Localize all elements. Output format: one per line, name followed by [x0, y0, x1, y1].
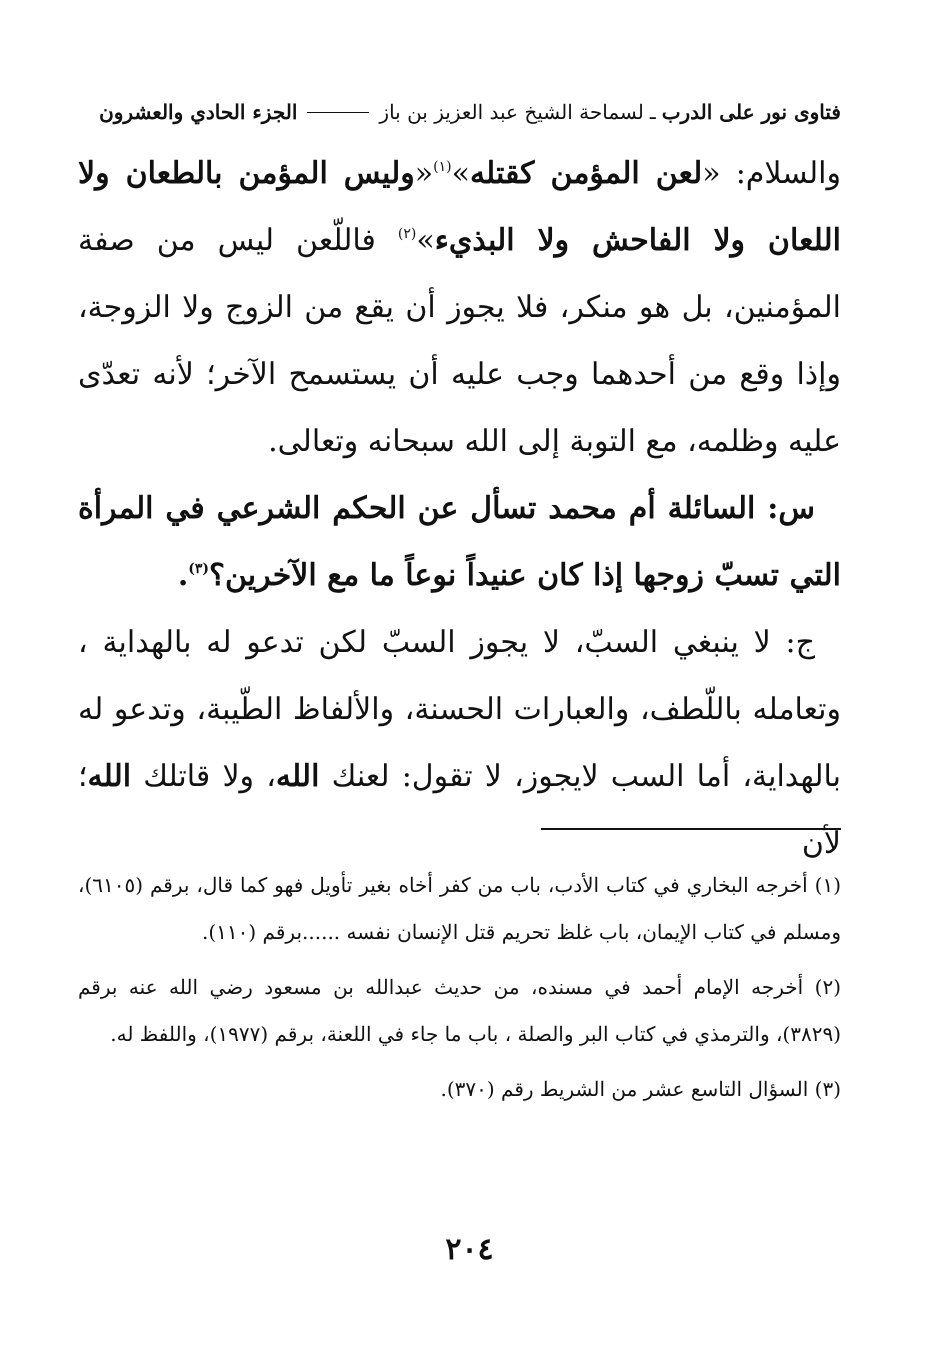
footnote-3: (٣) السؤال التاسع عشر من الشريط رقم (٣٧٠).	[440, 1077, 841, 1101]
footnote-divider	[541, 828, 841, 830]
answer-text: ، ولا قاتلك	[131, 759, 276, 794]
question-paragraph	[78, 475, 841, 609]
footnote-ref-1: (١)	[433, 159, 452, 175]
footnote-ref-3: (٣)	[188, 561, 210, 577]
text-run: فاللّعن ليس من صفة المؤمنين، بل هو منكر، فلا يجوز أن يقع من الزوج ولا الزوجة، وإذا وقع من أحدهما وجب عليه أن يستسمح الآخر؛ لأنه تعدّى عليه وظلمه، مع التوبة إلى الله سبحانه وتعالى.	[78, 223, 841, 459]
page-number: ٢٠٤	[445, 1232, 494, 1267]
divine-name: الله	[87, 759, 132, 794]
paragraph-hadith	[78, 140, 841, 475]
running-header	[78, 92, 841, 132]
footnote-ref-2: (٢)	[397, 226, 417, 242]
header-dash: ـ	[649, 100, 656, 124]
header-author: لسماحة الشيخ عبد العزيز بن باز	[379, 100, 644, 124]
answer-paragraph	[78, 609, 841, 877]
footnote-2: (٢) أخرجه الإمام أحمد في مسنده، من حديث عبدالله بن مسعود رضي الله عنه برقم (٣٨٢٩)، والترمذي في كتاب البر والصلة ، باب ما جاء في اللعنة، برقم (١٩٧٧)، واللفظ له.	[78, 975, 841, 1046]
hadith-quote-2: وليس المؤمن بالطعان ولا اللعان ولا الفاحش ولا البذيء	[78, 156, 841, 258]
answer-text: ج: لا ينبغي السبّ، لا يجوز السبّ لكن تدعو له بالهداية ، وتعامله باللّطف، والعبارات الحسنة، والألفاظ الطّيبة، وتدعو له بالهداية، أما السب لايجوز، لا تقول: لعنك	[78, 625, 841, 794]
volume-title: الجزء الحادي والعشرون	[99, 100, 298, 124]
answer-text: ؛ لأن	[78, 759, 841, 861]
text-run: «	[414, 156, 434, 191]
header-separator	[307, 112, 369, 113]
text-run: .	[177, 558, 189, 593]
footnotes	[78, 862, 841, 1121]
hadith-quote-1: لعن المؤمن كقتله	[469, 156, 703, 191]
main-text	[78, 140, 841, 877]
text-run: »	[451, 156, 470, 191]
text-run: والسلام: «	[702, 156, 842, 191]
book-title: فتاوى نور على الدرب	[661, 100, 841, 124]
footnote-1: (١) أخرجه البخاري في كتاب الأدب، باب من كفر أخاه بغير تأويل فهو كما قال، برقم (٦١٠٥)، ومسلم في كتاب الإيمان، باب غلظ تحريم قتل الإنسان نفسه ......برقم (١١٠).	[78, 873, 841, 944]
question-text: س: السائلة أم محمد تسأل عن الحكم الشرعي في المرأة التي تسبّ زوجها إذا كان عنيداً نوعاً ما مع الآخرين؟	[78, 491, 841, 593]
text-run: »	[416, 223, 435, 258]
divine-name: الله	[275, 759, 320, 794]
